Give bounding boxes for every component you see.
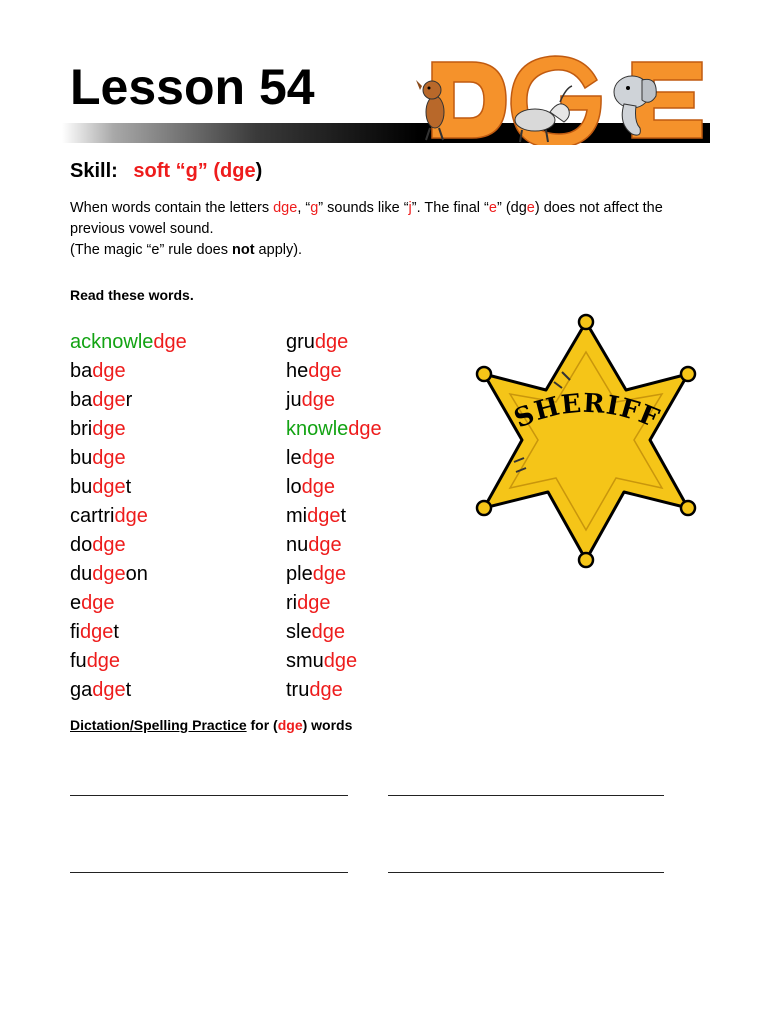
intro-line-2-segment: (The magic “e” rule does [70, 242, 232, 258]
word-list-item [286, 328, 382, 357]
word-segment: dge [308, 360, 342, 382]
intro-line-2-segment: apply). [254, 242, 303, 258]
word-segment: fi [70, 621, 80, 643]
writing-line-1[interactable] [70, 795, 348, 796]
word-segment: du [70, 563, 93, 585]
intro-line-1-segment: ”. The final “ [411, 200, 489, 216]
word-segment: dge [301, 476, 335, 498]
word-list-item [70, 531, 187, 560]
sheriff-star-shape [484, 322, 688, 560]
sheriff-star-icon [466, 312, 706, 570]
word-segment: dge [153, 331, 187, 353]
word-segment: e [70, 592, 82, 614]
word-segment: dge [301, 447, 335, 469]
word-list-item [70, 560, 187, 589]
dge-letters [432, 56, 702, 145]
word-segment: nu [286, 534, 309, 556]
word-segment: dge [92, 447, 126, 469]
sheriff-badge-text: SHERIFF [510, 388, 664, 435]
skill-label: Skill: [70, 160, 118, 182]
word-segment: dge [92, 360, 126, 382]
word-list-item [286, 444, 382, 473]
word-segment: dge [312, 563, 347, 585]
word-segment: acknowle [70, 331, 154, 353]
writing-line-2[interactable] [388, 795, 664, 796]
dog-icon [416, 80, 444, 140]
word-list-item [286, 618, 382, 647]
word-segment: bu [70, 476, 93, 498]
practice-dge: dge [277, 717, 303, 733]
skill-dge: dge [220, 160, 256, 182]
word-segment: t [340, 505, 347, 527]
word-list-item [286, 415, 382, 444]
word-list-column-1 [70, 328, 187, 705]
word-segment: ju [286, 389, 302, 411]
intro-line-1-segment: g [310, 200, 319, 216]
word-segment: t [125, 476, 132, 498]
word-list-item [70, 589, 187, 618]
word-segment: fu [70, 650, 87, 672]
word-segment: dge [314, 331, 349, 353]
word-list-item [70, 676, 187, 705]
word-segment: smu [286, 650, 324, 672]
word-segment: dge [309, 679, 343, 701]
word-segment: dge [92, 418, 126, 440]
word-segment: dge [86, 650, 121, 672]
word-segment: dge [92, 476, 126, 498]
writing-line-3[interactable] [70, 872, 348, 873]
intro-line-1-segment: j [408, 200, 412, 216]
word-segment: t [113, 621, 119, 643]
word-list-item [286, 386, 382, 415]
word-segment: dge [297, 592, 331, 614]
word-segment: sle [286, 621, 312, 643]
practice-label: Dictation/Spelling Practice [70, 717, 247, 733]
word-list-item [286, 589, 382, 618]
intro-text [70, 198, 710, 261]
word-list-item [286, 647, 382, 676]
skill-soft: soft “ [133, 160, 186, 182]
word-list-item [286, 357, 382, 386]
word-segment: dge [323, 650, 358, 672]
word-segment: cartri [70, 505, 115, 527]
skill-g: g [185, 160, 198, 182]
word-segment: on [125, 563, 148, 585]
intro-line-1 [70, 198, 710, 240]
skill-heading [70, 160, 262, 183]
word-segment: dge [92, 679, 126, 701]
intro-line-2-segment: not [231, 242, 255, 258]
word-segment: bri [70, 418, 93, 440]
word-segment: tru [286, 679, 310, 701]
word-segment: dge [92, 563, 126, 585]
word-segment: dge [308, 534, 342, 556]
word-segment: lo [286, 476, 302, 498]
intro-line-1-segment: e [488, 200, 497, 216]
practice-end: ) words [302, 717, 353, 733]
word-list-item [70, 473, 187, 502]
word-segment: ba [70, 360, 93, 382]
word-segment: ple [286, 563, 313, 585]
word-list-item [286, 560, 382, 589]
intro-line-1-segment: dge [273, 200, 298, 216]
word-segment: dge [311, 621, 345, 643]
word-list-item [70, 386, 187, 415]
skill-end: ) [255, 160, 263, 182]
word-segment: dge [80, 621, 114, 643]
intro-line-1-segment: When words contain the letters [70, 200, 274, 216]
word-segment: dge [301, 389, 335, 411]
word-list-item [286, 473, 382, 502]
word-segment: le [286, 447, 302, 469]
word-list-item [70, 444, 187, 473]
skill-close: ” ( [197, 160, 221, 182]
word-segment: r [125, 389, 133, 411]
word-segment: dge [81, 592, 115, 614]
word-segment: dge [307, 505, 341, 527]
read-label: Read these words. [70, 287, 194, 303]
word-list-item [70, 357, 187, 386]
word-segment: he [286, 360, 309, 382]
word-list-item [70, 647, 187, 676]
word-segment: ba [70, 389, 93, 411]
word-list-item [70, 618, 187, 647]
word-list-item [286, 531, 382, 560]
intro-line-1-segment: , “ [297, 200, 311, 216]
dge-logo [410, 50, 710, 145]
writing-line-4[interactable] [388, 872, 664, 873]
word-segment: dge [92, 389, 126, 411]
word-segment: ri [286, 592, 298, 614]
word-list-item [70, 415, 187, 444]
practice-heading [70, 717, 352, 733]
word-list-item [70, 502, 187, 531]
intro-line-1-segment: ” (dg [496, 200, 527, 216]
intro-line-1-segment: e [526, 200, 535, 216]
intro-line-1-segment: ” sounds like “ [318, 200, 409, 216]
intro-line-2 [70, 240, 710, 261]
word-list-item [286, 676, 382, 705]
word-list-item [70, 328, 187, 357]
page-title: Lesson 54 [70, 59, 315, 115]
word-segment: dge [92, 534, 126, 556]
word-segment: dge [348, 418, 382, 440]
word-list-item [286, 502, 382, 531]
intro-line-1-segment: ) does not affect the previous vowel sound. [70, 200, 663, 237]
word-segment: bu [70, 447, 93, 469]
word-segment: knowle [286, 418, 349, 440]
word-segment: do [70, 534, 93, 556]
word-segment: t [125, 679, 132, 701]
word-segment: dge [114, 505, 148, 527]
word-segment: ga [70, 679, 93, 701]
word-segment: mi [286, 505, 308, 527]
practice-mid: for ( [246, 717, 278, 733]
word-list-column-2 [286, 328, 382, 705]
word-segment: gru [286, 331, 315, 353]
